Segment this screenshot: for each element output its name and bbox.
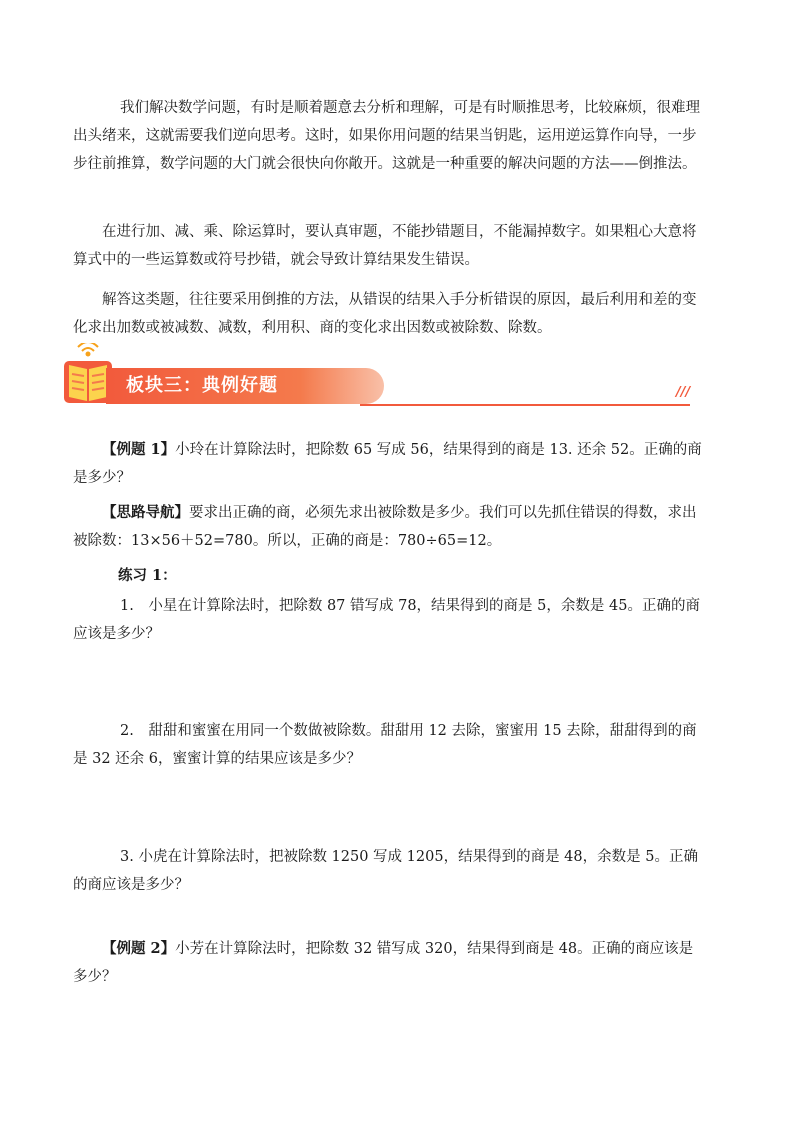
example-1 [73, 436, 705, 492]
practice-question-1: 1. 小星在计算除法时，把除数 87 错写成 78，结果得到的商是 5，余数是 45。正确的商应该是多少？ [73, 598, 700, 642]
example-2 [73, 935, 705, 991]
section-divider [360, 404, 690, 406]
practice-1-heading: 练习 1： [118, 567, 177, 584]
example-1-label: 【例题 1】 [102, 441, 176, 458]
practice-question-2: 2. 甜甜和蜜蜜在用同一个数做被除数。甜甜用 12 去除，蜜蜜用 15 去除，甜甜得到的商是 32 还余 6，蜜蜜计算的结果应该是多少？ [73, 723, 697, 767]
section-banner [60, 343, 700, 413]
example-1-text: 小玲在计算除法时，把除数 65 写成 56，结果得到的商是 13. 还余 52。正确的商是多少？ [73, 442, 702, 486]
hint-text: 要求出正确的商，必须先求出被除数是多少。我们可以先抓住错误的得数，求出被除数：13×56＋52=780。所以，正确的商是：780÷65=12。 [73, 505, 697, 549]
section-slashes: /// [676, 385, 691, 400]
intro-paragraph-2: 在进行加、减、乘、除运算时，要认真审题，不能抄错题目，不能漏掉数字。如果粗心大意将算式中的一些运算数或符号抄错，就会导致计算结果发生错误。 [73, 224, 697, 268]
example-2-label: 【例题 2】 [102, 940, 176, 957]
example-2-text: 小芳在计算除法时，把除数 32 错写成 320，结果得到商是 48。正确的商应该是多少？ [73, 941, 694, 985]
section-title: 板块三：典例好题 [126, 375, 278, 396]
hint-label: 【思路导航】 [102, 504, 189, 521]
practice-question-3: 3. 小虎在计算除法时，把被除数 1250 写成 1205，结果得到的商是 48，余数是 5。正确的商应该是多少？ [73, 849, 698, 893]
example-1-hint [73, 499, 705, 555]
intro-paragraph-3: 解答这类题，往往要采用倒推的方法，从错误的结果入手分析错误的原因，最后利用和差的变化求出加数或被减数、减数，利用积、商的变化求出因数或被除数、除数。 [73, 292, 697, 336]
intro-paragraph-1: 我们解决数学问题，有时是顺着题意去分析和理解，可是有时顺推思考，比较麻烦，很难理出头绪来，这就需要我们逆向思考。这时，如果你用问题的结果当钥匙，运用逆运算作向导，一步步往前推算，数学问题的大门就会很快向你敞开。这就是一种重要的解决问题的方法——倒推法。 [73, 100, 700, 172]
